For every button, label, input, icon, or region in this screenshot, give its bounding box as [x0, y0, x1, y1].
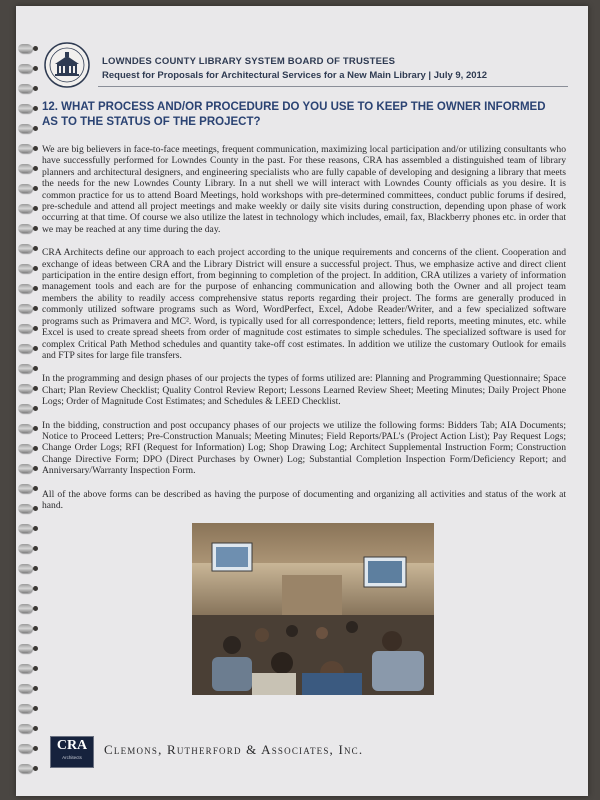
paragraph-5: All of the above forms can be described as having the purpose of documenting and organizing all activities and status of the work at hand. — [42, 488, 566, 511]
header-rule — [98, 86, 568, 87]
paragraph-1: We are big believers in face-to-face meetings, frequent communication, maximizing local participation and/or utilizing consultants who have successfully performed for Lowndes County in the past. For these reasons, CRA has assembled a distinguished team of library planners and architectural designers, and engineering specialists who are fully capable of developing and designing a library that meets the needs for the new Lowndes County Library. In a nut shell we will interact with Lowndes County officials as you desire. It is common practice for us to attend Board Meetings, hold workshops with pre-determined committees, conduct public forums if desired, pre-schedule and attend all project meetings and make weekly or daily site visits during construction, depending upon phase of work occurring at that time. Of course we also utilize the latest in technology which includes, email, fax, Blackberry phones etc. in order that we may be reached at any time during the day. — [42, 144, 566, 235]
paragraph-4: In the bidding, construction and post occupancy phases of our projects we utilize the following forms: Bidders Tab; AIA Documents; Notice to Proceed Letters; Pre-Construction Manuals; Meeting Minutes; Field Reports/PAL's (Project Action List); Pay Request Logs; Change Order Logs; RFI (Request for Information) Log; Shop Drawing Log; Architect Supplemental Instruction Form; Construction Change Directive Form; DPO (Direct Purchases by Owner) Log; Substantial Completion Inspection Form/Deficiency Report; and Anniversary/Warranty Inspection Form. — [42, 419, 566, 477]
cra-logo-subtext: Architects — [62, 755, 82, 760]
library-seal-icon — [44, 42, 90, 88]
paragraph-2: CRA Architects define our approach to each project according to the unique requirements and concerns of the client. Cooperation and exchange of ideas between CRA and the Library District will ensure a successful project. Thus, we emphasize active and direct client participation in the entire design effort, from beginning to completion of the project. In addition, CRA utilizes a variety of information management tools and each are for the purpose of enhancing communication and allowing both the Owner and all project team members the ability to readily access comprehensive status reports regarding their project. The forms are generally produced in commonly utilized software programs such as Word, WordPerfect, Excel, Adobe Reader/Writer, and a few specialized software programs such as Primavera and MC². Word, is typically used for all correspondence; letters, field reports, meeting minutes, etc. while Excel is used to create spread sheets from order of magnitude cost estimates to simple schedules. The specialized software is used for complex Critical Path Method schedules and quantity take-off cost estimates. In addition we utilize the customary Outlook for emails and FTP sites for large file transfers. — [42, 247, 566, 361]
document-page — [16, 6, 588, 796]
page-content — [40, 46, 572, 695]
spiral-binding — [16, 6, 42, 796]
page-footer — [50, 736, 570, 776]
cra-logo-text: CRA — [56, 738, 88, 753]
firm-name: Clemons, Rutherford & Associates, Inc. — [104, 742, 364, 757]
paragraph-3: In the programming and design phases of our projects the types of forms utilized are: Planning and Programming Questionnaire; Space Chart; Plan Review Checklist; Quality Control Review Report; Lessons Learned Review Sheet; Meeting Minutes; Daily Project Phone Logs; Order of Magnitude Cost Estimates; and Schedules & LEED Checklist. — [42, 373, 566, 408]
section-question: 12. WHAT PROCESS AND/OR PROCEDURE DO YOU USE TO KEEP THE OWNER INFORMED AS TO THE STATUS OF THE PROJECT? — [42, 101, 546, 128]
meeting-photo-illustration — [192, 523, 434, 695]
cra-logo — [50, 736, 94, 768]
page-header — [40, 46, 572, 98]
header-rfp-line: Request for Proposals for Architectural Services for a New Main Library | July 9, 2012 — [102, 70, 488, 81]
meeting-room-photo — [192, 523, 434, 695]
header-organization: LOWNDES COUNTY LIBRARY SYSTEM BOARD OF TRUSTEES — [102, 56, 396, 67]
